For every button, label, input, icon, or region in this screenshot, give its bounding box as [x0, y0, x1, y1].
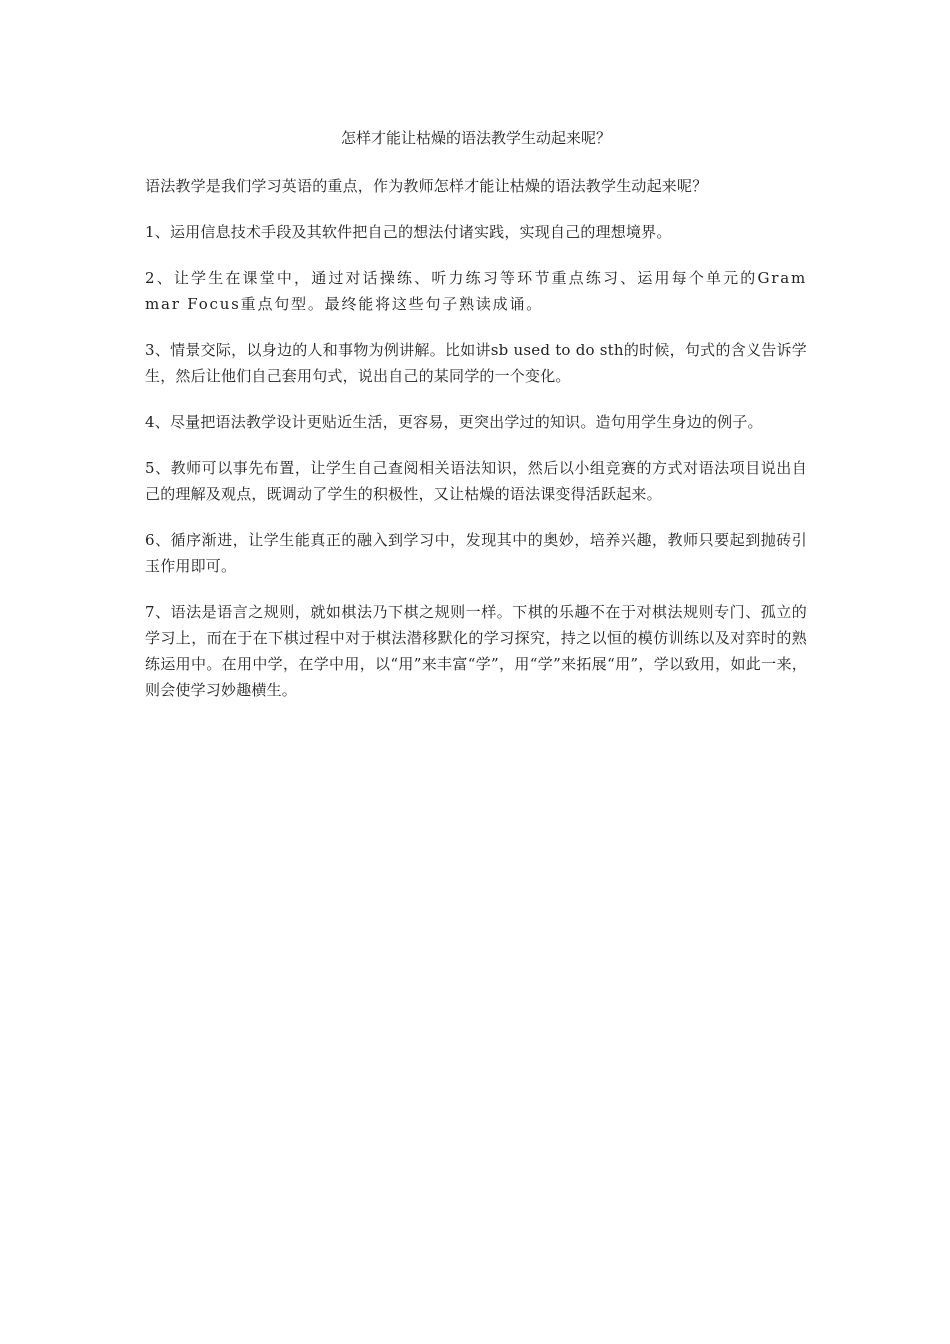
point-4-paragraph: 4、尽量把语法教学设计更贴近生活，更容易，更突出学过的知识。造句用学生身边的例子。 — [145, 413, 763, 431]
point-7-paragraph: 7、语法是语言之规则，就如棋法乃下棋之规则一样。下棋的乐趣不在于对棋法规则专门、孤立的学习上，而在于在下棋过程中对于棋法潜移默化的学习探究，持之以恒的模仿训练以及对弈时的熟练运用中。在用中学，在学中用，以“用”来丰富“学”，用“学”来拓展“用”，学以致用，如此一来，则会使学习妙趣横生。 — [145, 603, 807, 699]
document-title: 怎样才能让枯燥的语法教学生动起来呢？ — [340, 129, 611, 147]
point-6-paragraph: 6、循序渐进，让学生能真正的融入到学习中，发现其中的奥妙，培养兴趣，教师只要起到抛砖引玉作用即可。 — [145, 531, 807, 575]
document-body — [145, 125, 807, 723]
intro-paragraph: 语法教学是我们学习英语的重点，作为教师怎样才能让枯燥的语法教学生动起来呢？ — [145, 177, 708, 195]
point-2-paragraph: 2、让学生在课堂中，通过对话操练、听力练习等环节重点练习、运用每个单元的Grammar Focus重点句型。最终能将这些句子熟读成诵。 — [145, 269, 807, 313]
point-5-paragraph: 5、教师可以事先布置，让学生自己查阅相关语法知识，然后以小组竞赛的方式对语法项目说出自己的理解及观点，既调动了学生的积极性，又让枯燥的语法课变得活跃起来。 — [145, 459, 807, 503]
point-1-paragraph: 1、运用信息技术手段及其软件把自己的想法付诸实践，实现自己的理想境界。 — [145, 223, 672, 241]
point-3-paragraph: 3、情景交际，以身边的人和事物为例讲解。比如讲sb used to do sth的时候，句式的含义告诉学生，然后让他们自己套用句式，说出自己的某同学的一个变化。 — [145, 341, 807, 385]
